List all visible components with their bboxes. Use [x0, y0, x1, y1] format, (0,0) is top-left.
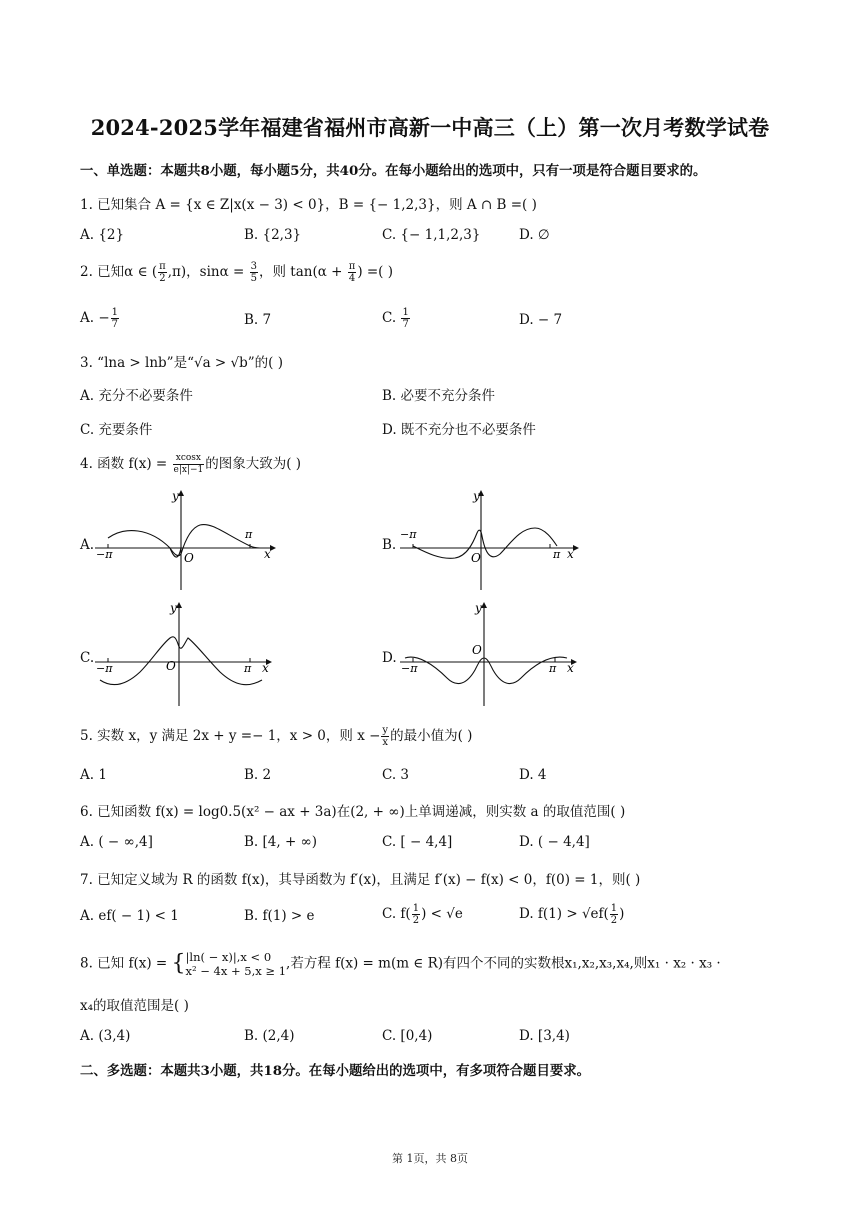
graph-d-svg — [395, 600, 585, 710]
question-7-stem: 7. 已知定义域为 R 的函数 f(x)，其导函数为 f′(x)，且满足 f′(x) − f(x) < 0，f(0) = 1，则( ) — [80, 872, 641, 888]
q1-option-a: A. {2} — [80, 227, 125, 243]
question-4-stem — [80, 452, 301, 476]
q2-frac-den-4: 4 — [348, 273, 356, 284]
q8-option-c: C. [0,4) — [382, 1028, 433, 1044]
q7-option-c-head: C. f( — [382, 906, 411, 922]
q4-option-a-label: A. — [80, 537, 95, 553]
q7-option-d-head: D. f(1) > √ef( — [519, 906, 609, 922]
graph-d-pi-label: π — [549, 662, 557, 675]
q5-option-a: A. 1 — [80, 767, 107, 783]
q6-option-a: A. ( − ∞,4] — [80, 834, 153, 850]
q8-stem-part-b: ,若方程 f(x) = m(m ∈ R)有四个不同的实数根x₁,x₂,x₃,x₄,则x₁ · x₂ · x₃ · — [286, 955, 721, 972]
q2-frac-den: 2 — [159, 273, 166, 284]
q8-option-b: B. (2,4) — [244, 1028, 295, 1044]
graph-d-y-label: y — [475, 601, 482, 615]
q7-option-d-den: 2 — [610, 915, 618, 926]
graph-a-svg — [90, 488, 280, 593]
question-8-stem — [80, 950, 721, 978]
q4-stem-part-a: 4. 函数 f(x) = — [80, 456, 168, 472]
q2-frac-num: π — [159, 261, 166, 272]
q5-option-b: B. 2 — [244, 767, 272, 783]
q8-brace: { — [171, 951, 186, 976]
q2-option-d: D. − 7 — [519, 312, 563, 328]
q8-option-d: D. [3,4) — [519, 1028, 570, 1044]
q2-option-b: B. 7 — [244, 312, 272, 328]
graph-b-origin-label: O — [471, 551, 481, 565]
q5-frac-y-over-x — [381, 725, 389, 748]
q2-option-c — [382, 307, 411, 330]
q4-frac — [173, 453, 205, 476]
q3-option-c: C. 充要条件 — [80, 422, 153, 438]
section-heading-multi-choice: 二、多选题：本题共3小题，共18分。在每小题给出的选项中，有多项符合题目要求。 — [80, 1063, 591, 1079]
q7-option-b: B. f(1) > e — [244, 908, 315, 924]
q7-option-d-num: 1 — [610, 903, 618, 914]
q2-option-a — [80, 307, 120, 330]
q2-frac-den-5: 5 — [250, 273, 257, 284]
question-5-stem — [80, 724, 472, 748]
q2-stem-part-c: ，则 tan(α + — [258, 264, 343, 280]
q3-option-b: B. 必要不充分条件 — [382, 388, 496, 404]
q8-option-a: A. (3,4) — [80, 1028, 131, 1044]
graph-c-y-label: y — [170, 601, 177, 615]
q4-option-b-label: B. — [382, 537, 397, 553]
q2-stem-part-d: ) =( ) — [357, 264, 394, 280]
q8-cases — [186, 950, 287, 978]
q2-option-c-num: 1 — [402, 307, 409, 318]
question-3-stem: 3. “lna > lnb”是“√a > √b”的( ) — [80, 355, 284, 371]
q2-stem-part-a: 2. 已知α ∈ ( — [80, 264, 158, 280]
q7-option-d-tail: ) — [619, 906, 625, 922]
q6-option-b: B. [4, + ∞) — [244, 834, 318, 850]
q2-stem-part-b: ,π)，sinα = — [167, 264, 245, 280]
q2-frac-3-over-5 — [250, 261, 258, 284]
q2-frac-num-3: 3 — [250, 261, 257, 272]
q4-graph-a — [90, 488, 280, 593]
graph-c-origin-label: O — [166, 659, 176, 673]
question-2-stem — [80, 260, 393, 284]
q5-option-c: C. 3 — [382, 767, 410, 783]
graph-b-svg — [395, 488, 585, 593]
graph-c-pi-label: π — [244, 662, 252, 675]
graph-d-x-label: x — [567, 661, 574, 675]
q4-stem-part-b: 的图象大致为( ) — [205, 456, 302, 472]
q7-option-a: A. ef( − 1) < 1 — [80, 908, 179, 924]
question-8-stem-cont: x₄的取值范围是( ) — [80, 998, 189, 1014]
q2-option-a-frac — [111, 307, 119, 330]
graph-a-neg-pi-label: −π — [96, 548, 113, 561]
graph-a-x-label: x — [264, 547, 271, 561]
q1-option-c: C. {− 1,1,2,3} — [382, 227, 481, 243]
graph-b-y-label: y — [473, 489, 480, 503]
q2-frac-num-pi: π — [348, 261, 356, 272]
q2-option-a-den: 7 — [111, 319, 119, 330]
q4-option-d-label: D. — [382, 650, 397, 666]
q7-option-d — [519, 903, 624, 926]
q2-frac-pi-over-4 — [348, 261, 357, 284]
q3-option-a: A. 充分不必要条件 — [80, 388, 193, 404]
question-6-stem: 6. 已知函数 f(x) = log0.5(x² − ax + 3a)在(2, + ∞)上单调递减，则实数 a 的取值范围( ) — [80, 804, 626, 820]
q1-option-d: D. ∅ — [519, 227, 550, 243]
graph-b-pi-label: π — [553, 548, 561, 561]
q8-case-1: |ln( − x)|,x < 0 — [185, 950, 272, 964]
q4-frac-num: xcosx — [173, 453, 205, 465]
graph-a-origin-label: O — [184, 551, 194, 565]
q2-option-a-label: A. − — [80, 310, 110, 326]
section-heading-single-choice: 一、单选题：本题共8小题，每小题5分，共40分。在每小题给出的选项中，只有一项是符合题目要求的。 — [80, 163, 707, 179]
graph-d-neg-pi-label: −π — [401, 662, 418, 675]
graph-c-neg-pi-label: −π — [96, 662, 113, 675]
q5-frac-num: y — [382, 725, 389, 736]
q5-option-d: D. 4 — [519, 767, 547, 783]
q2-option-c-label: C. — [382, 310, 397, 326]
q4-graph-b — [395, 488, 585, 593]
q7-option-c — [382, 903, 463, 926]
graph-c-x-label: x — [262, 661, 269, 675]
q8-stem-part-a: 8. 已知 f(x) = — [80, 955, 168, 972]
q2-option-c-den: 7 — [402, 319, 409, 330]
q2-frac-pi-over-2 — [158, 261, 167, 284]
q7-option-c-num: 1 — [412, 903, 420, 914]
q6-option-c: C. [ − 4,4] — [382, 834, 453, 850]
graph-a-y-label: y — [172, 489, 179, 503]
q2-option-c-frac — [401, 307, 409, 330]
q7-option-c-tail: ) < √e — [421, 906, 463, 922]
q4-graph-c — [90, 600, 280, 710]
q8-case-2: x² − 4x + 5,x ≥ 1 — [185, 964, 287, 978]
q4-graph-d — [395, 600, 585, 710]
graph-d-origin-label: O — [472, 643, 482, 657]
q2-option-a-num: 1 — [111, 307, 119, 318]
q4-option-c-label: C. — [80, 650, 95, 666]
graph-a-pi-label: π — [245, 528, 253, 541]
page-footer: 第 1页，共 8页 — [392, 1152, 468, 1165]
q7-option-c-frac — [412, 903, 420, 926]
q6-option-d: D. ( − 4,4] — [519, 834, 590, 850]
question-1-stem: 1. 已知集合 A = {x ∈ Z|x(x − 3) < 0}，B = {− 1,2,3}，则 A ∩ B =( ) — [80, 197, 537, 213]
q5-stem-part-a: 5. 实数 x，y 满足 2x + y =− 1，x > 0，则 x − — [80, 728, 381, 744]
q7-option-c-den: 2 — [412, 915, 420, 926]
q4-frac-den: e|x|−1 — [173, 465, 204, 475]
q1-option-b: B. {2,3} — [244, 227, 302, 243]
graph-c-svg — [90, 600, 280, 710]
q7-option-d-frac — [610, 903, 618, 926]
page-title: 2024-2025学年福建省福州市高新一中高三（上）第一次月考数学试卷 — [90, 115, 770, 140]
q5-stem-part-b: 的最小值为( ) — [390, 728, 473, 744]
graph-b-neg-pi-label: −π — [400, 528, 417, 541]
q5-frac-den: x — [382, 737, 389, 748]
graph-b-x-label: x — [567, 547, 574, 561]
q3-option-d: D. 既不充分也不必要条件 — [382, 422, 536, 438]
